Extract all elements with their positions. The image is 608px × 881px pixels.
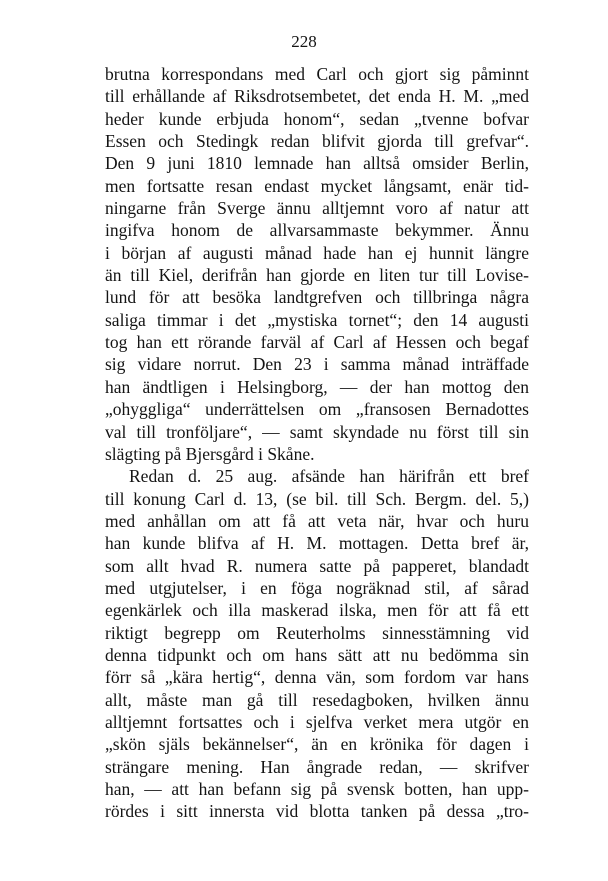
text-line: med anhållan om att få att veta när, hvar och huru <box>105 510 529 531</box>
text-line: „ohyggliga“ underrättelsen om „fransosen Bernadottes <box>105 399 529 420</box>
text-line: han, — att han befann sig på svensk botten, han upp- <box>105 779 529 799</box>
text-line: ingifva honom de allvarsammaste bekymmer. Ännu <box>105 220 529 241</box>
text-line: brutna korrespondans med Carl och gjort sig påminnt <box>105 64 529 84</box>
text-line: han ändtligen i Helsingborg, — der han mottog den <box>105 376 529 397</box>
text-line: saliga timmar i det „mystiska tornet“; den 14 augusti <box>105 309 529 330</box>
text-line: denna tidpunkt och om hans sätt att nu bedömma sin <box>105 644 529 665</box>
text-line: slägting på Bjersgård i Skåne. <box>105 443 315 464</box>
text-line: sig vidare norrut. Den 23 i samma månad inträffade <box>105 354 529 375</box>
text-line: än till Kiel, derifrån han gjorde en liten tur till Lovise- <box>105 265 529 286</box>
text-line: till erhållande af Riksdrotsembetet, det enda H. M. „med <box>105 86 529 107</box>
text-line: med utgjutelser, i en föga nogräknad stil, af sårad <box>105 577 529 598</box>
text-line: egenkärlek och illa maskerad ilska, men för att få ett <box>105 600 529 621</box>
text-line: strängare mening. Han ångrade redan, — skrifver <box>105 756 529 777</box>
text-line: riktigt begrepp om Reuterholms sinnesstämning vid <box>105 622 529 643</box>
text-line: ningarne från Sverge ännu alltjemnt voro af natur att <box>105 198 529 219</box>
text-line: allt, måste man gå till resedagboken, hvilken ännu <box>105 689 529 710</box>
text-line: Redan d. 25 aug. afsände han härifrån ett bref <box>129 466 529 487</box>
text-line: som allt hvad R. numera satte på papperet, blandadt <box>105 555 529 576</box>
text-line: val till tronföljare“, — samt skyndade nu först till sin <box>105 421 529 442</box>
text-line: heder kunde erbjuda honom“, sedan „tvenne bofvar <box>105 108 529 129</box>
text-line: alltjemnt fortsattes och i sjelfva verket mera utgör en <box>105 711 529 732</box>
text-line: Den 9 juni 1810 lemnade han alltså omsider Berlin, <box>105 153 529 174</box>
text-line: „skön själs bekännelser“, än en krönika för dagen i <box>105 734 529 755</box>
body-text <box>105 63 529 823</box>
text-line: i början af augusti månad hade han ej hunnit längre <box>105 242 529 263</box>
page-number: 228 <box>291 32 317 51</box>
text-line: till konung Carl d. 13, (se bil. till Sch. Bergm. del. 5,) <box>105 488 529 509</box>
text-line: men fortsatte resan endast mycket långsamt, enär tid- <box>105 175 529 196</box>
text-line: rördes i sitt innersta vid blotta tanken på dessa „tro- <box>105 801 529 822</box>
text-line: lund för att besöka landtgrefven och tillbringa några <box>105 287 529 308</box>
text-line: han kunde blifva af H. M. mottagen. Detta bref är, <box>105 533 529 554</box>
text-line: tog han ett rörande farväl af Carl af Hessen och begaf <box>105 332 529 353</box>
text-line: Essen och Stedingk redan blifvit gjorda till grefvar“. <box>105 131 529 152</box>
text-line: förr så „kära hertig“, denna vän, som fordom var hans <box>105 667 529 688</box>
